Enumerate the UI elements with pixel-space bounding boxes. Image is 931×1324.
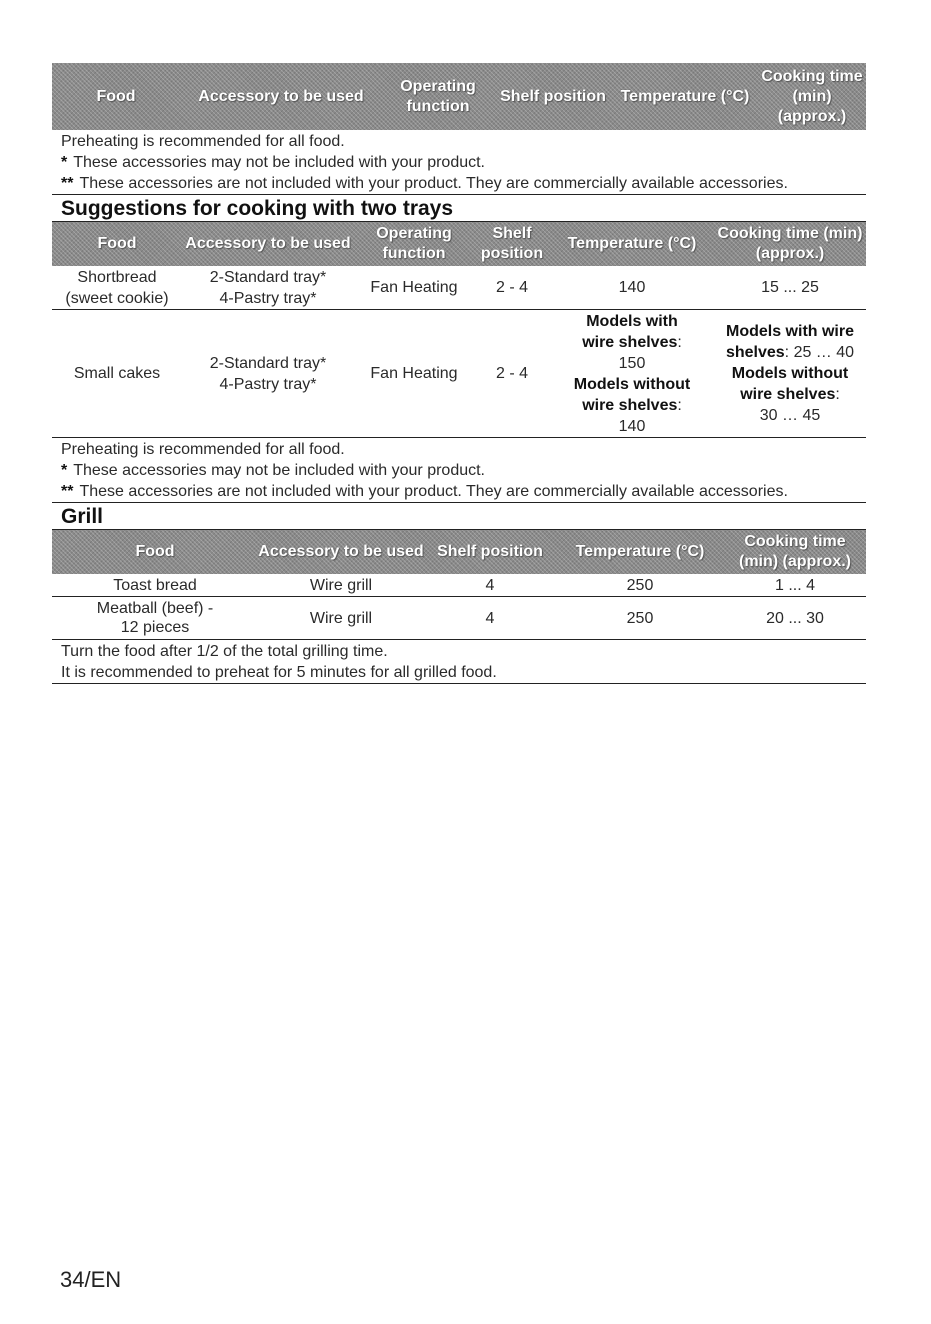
cell-shelf: 4 [485,609,495,627]
cell-function: Fan Heating [370,279,458,296]
cell-line: (sweet cookie) [65,289,169,307]
cell-shelf: 2 - 4 [495,365,528,382]
table2-note-accessory-commercial [61,481,788,503]
colon: : [677,333,682,351]
time-value-no-wire: 30 … 45 [759,407,821,424]
cell-temperature [550,310,714,437]
cell-shelf: 2 - 4 [495,279,528,296]
table3-header-shelf: Shelf position [437,543,543,560]
cell-accessory: Wire grill [309,609,373,627]
cell-time [714,310,866,437]
section-title-grill: Grill [61,505,104,528]
note-text: These accessories may not be included with your product. [73,462,485,479]
grill-note-preheat: It is recommended to preheat for 5 minutes for all grilled food. [61,664,497,681]
note-mark: * [61,462,68,479]
table1-note-preheat: Preheating is recommended for all food. [61,133,345,150]
cell-line: 4-Pastry tray* [219,375,317,393]
note-text: These accessories are not included with your product. They are commercially available accessories. [79,483,788,500]
cell-accessory [182,310,354,437]
table2-header-food: Food [97,235,137,252]
cell-time: 1 ... 4 [774,576,816,594]
divider [52,502,866,503]
cell-line: Shortbread [77,268,157,286]
table2-header-time: Cooking time (min) (approx.) [717,225,863,262]
note-mark: ** [61,175,74,192]
table2-header-shelf: Shelf position [480,225,544,262]
cell-line [570,311,694,353]
grill-note-turn: Turn the food after 1/2 of the total grilling time. [61,643,388,660]
cell-shelf: 4 [485,576,495,594]
note-text: These accessories are not included with your product. They are commercially available accessories. [79,175,788,192]
note-text: These accessories may not be included with your product. [73,154,485,171]
table1-header-shelf: Shelf position [500,87,606,105]
cell-line [717,321,863,363]
page-number: 34/EN [60,1267,122,1292]
cell-food: Toast bread [113,576,197,594]
table-row [52,310,866,438]
table2-header-function: Operating function [376,225,452,262]
table3-header-temperature: Temperature (°C) [575,543,705,560]
table1-header-function: Operating function [400,77,476,115]
table2-header-temperature: Temperature (°C) [567,235,697,252]
colon: : [835,386,840,403]
temp-value-wire: 150 [618,354,646,372]
divider [52,194,866,195]
temp-value-no-wire: 140 [618,417,646,435]
table1-header-accessory: Accessory to be used [198,87,364,105]
table3-header-accessory: Accessory to be used [258,543,424,560]
table2-header-accessory: Accessory to be used [185,235,351,252]
table2-note-preheat: Preheating is recommended for all food. [61,441,345,458]
table1-note-accessory-commercial [61,173,788,195]
table-row [52,574,866,597]
table1-header-temperature: Temperature (°C) [620,87,750,105]
temp-label-no-wire: Models without wire shelves [573,375,691,414]
cell-line: 2-Standard tray* [209,268,327,286]
colon: : [677,396,682,414]
colon: : [784,344,794,361]
time-value-wire: 25 … 40 [793,344,855,361]
table1-header-time: Cooking time (min) (approx.) [761,67,863,125]
cell-line [567,374,697,416]
cell-time: 15 ... 25 [761,279,819,296]
cell-line [722,363,858,405]
table1-note-accessory-optional [61,152,485,174]
table3-header [52,530,866,574]
cell-accessory: Wire grill [309,576,373,594]
cell-function: Fan Heating [370,365,458,382]
table-row [52,266,866,310]
temp-label-wire: Models with wire shelves [582,312,678,351]
cell-time: 20 ... 30 [766,609,824,627]
table-row [52,597,866,640]
table3-header-food: Food [135,543,175,560]
cell-temperature: 140 [618,279,646,296]
time-label-no-wire: Models without wire shelves [731,365,849,403]
divider [52,683,866,684]
section-title-two-trays: Suggestions for cooking with two trays [61,197,454,220]
cell-food: Meatball (beef) - 12 pieces [96,600,214,636]
cell-temperature: 250 [626,609,654,627]
table2-header [52,222,866,266]
time-label-wire: Models with wire shelves [725,323,854,361]
table1-header [52,63,866,130]
cell-accessory [182,266,354,309]
cell-line: 4-Pastry tray* [219,289,317,307]
cell-food [52,266,182,309]
note-mark: ** [61,483,74,500]
note-mark: * [61,154,68,171]
cell-temperature: 250 [626,576,654,594]
table2-note-accessory-optional [61,460,485,482]
cell-line: 2-Standard tray* [209,354,327,372]
cell-food: Small cakes [73,365,161,382]
table1-header-food: Food [96,87,136,105]
table3-header-time: Cooking time (min) (approx.) [739,533,851,570]
